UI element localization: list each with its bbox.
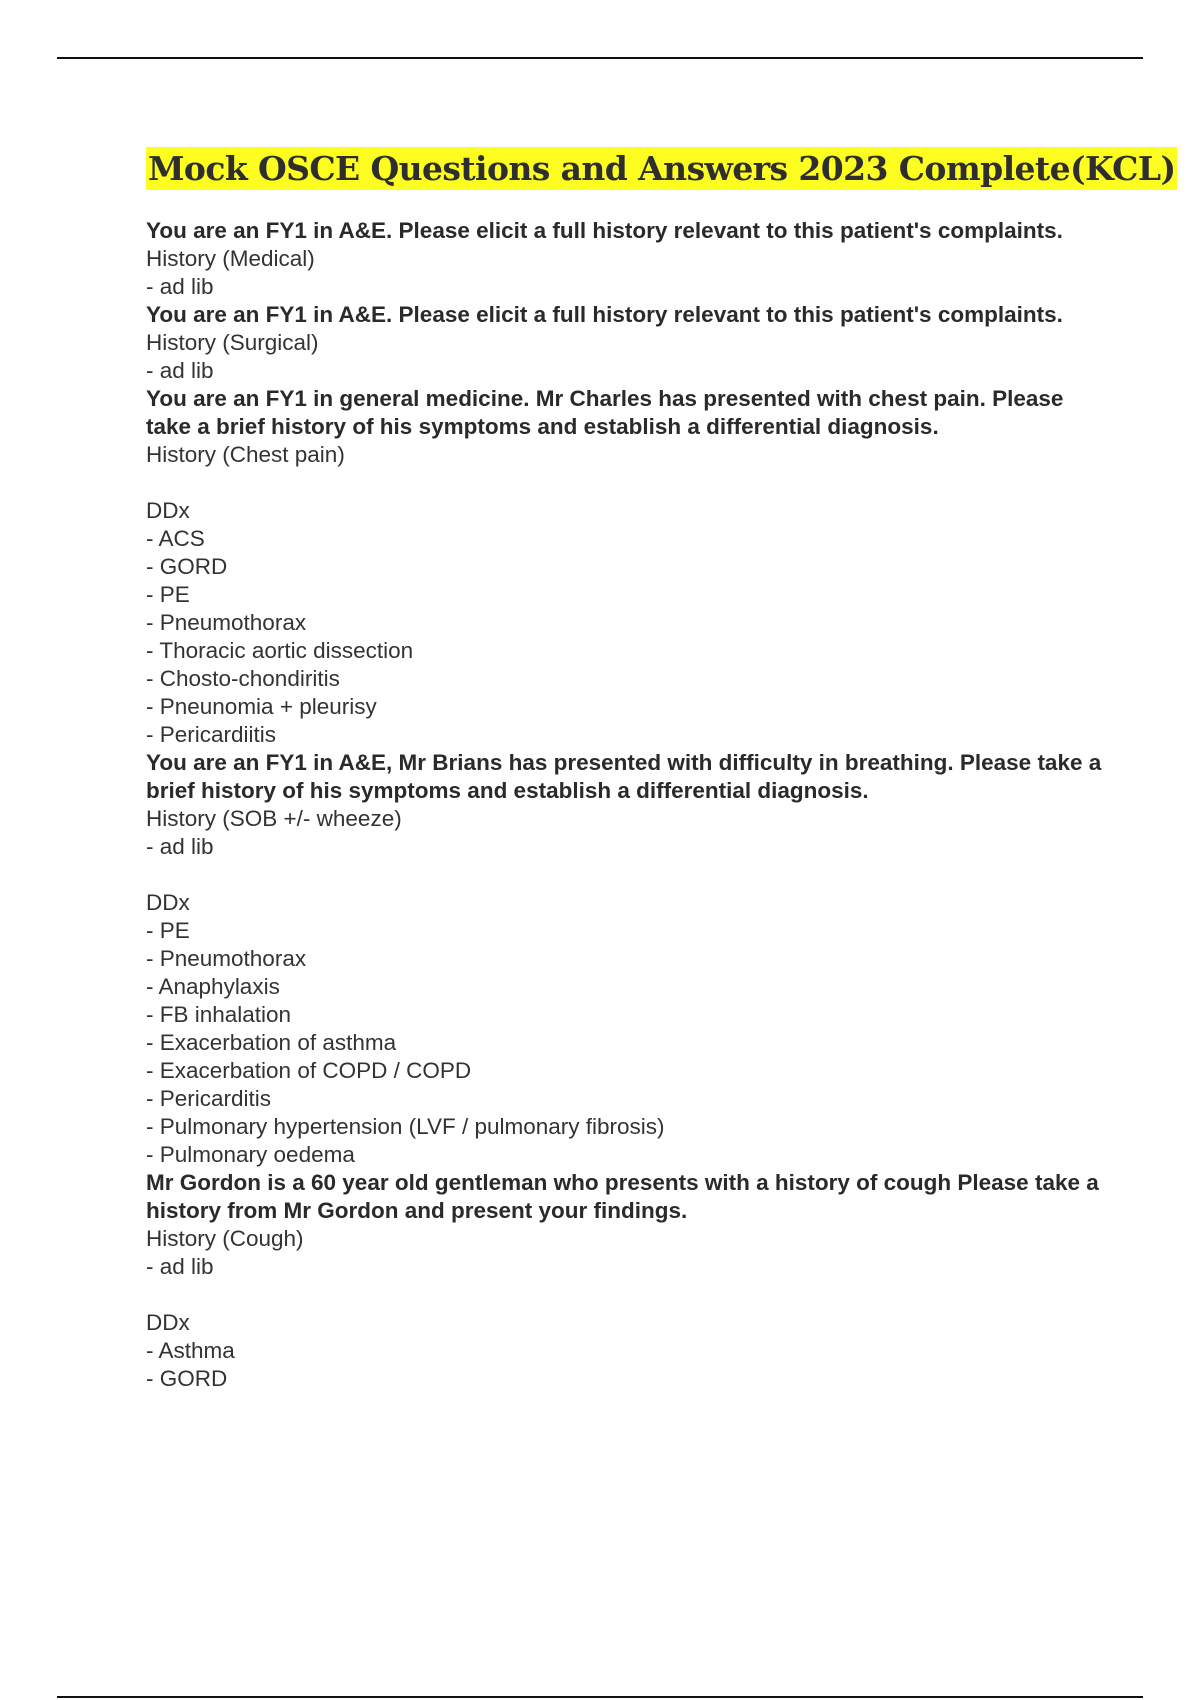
answer-line: - GORD — [146, 1366, 228, 1391]
answer-line: - Pulmonary hypertension (LVF / pulmonary fibrosis) — [146, 1114, 665, 1139]
answer-line: - ad lib — [146, 358, 214, 383]
answer-line: - FB inhalation — [146, 1002, 292, 1027]
answer-line: - Exacerbation of asthma — [146, 1030, 397, 1055]
answer-line: History (Cough) — [146, 1226, 304, 1251]
answer-line: - Chosto-chondiritis — [146, 666, 340, 691]
answer-line: - Thoracic aortic dissection — [146, 638, 414, 663]
answer-line: - Pneumothorax — [146, 946, 307, 971]
document-title: Mock OSCE Questions and Answers 2023 Complete(KCL) — [148, 149, 1176, 188]
title-block — [146, 147, 1177, 190]
answer-line: - Pulmonary oedema — [146, 1142, 355, 1167]
question-text: Mr Gordon is a 60 year old gentleman who presents with a history of cough Please take a history from Mr Gordon and present your findings. — [146, 1170, 1099, 1223]
answer-line: - PE — [146, 918, 190, 943]
question-text: You are an FY1 in A&E. Please elicit a full history relevant to this patient's complaints. — [146, 218, 1063, 243]
blank-line — [146, 861, 1106, 889]
answer-line: - Anaphylaxis — [146, 974, 280, 999]
answer-line: History (Surgical) — [146, 330, 319, 355]
answer-line: - PE — [146, 582, 190, 607]
document-body — [146, 217, 1106, 1393]
answer-line: - Pneumothorax — [146, 610, 307, 635]
answer-line: - ACS — [146, 526, 205, 551]
answer-line: History (Medical) — [146, 246, 315, 271]
answer-line: - Pericarditis — [146, 1086, 272, 1111]
answer-line: DDx — [146, 498, 190, 523]
blank-line — [146, 1281, 1106, 1309]
answer-line: - ad lib — [146, 1254, 214, 1279]
answer-line: - Pericardiitis — [146, 722, 277, 747]
answer-line: - ad lib — [146, 834, 214, 859]
answer-line: - Pneunomia + pleurisy — [146, 694, 377, 719]
blank-line — [146, 469, 1106, 497]
question-text: You are an FY1 in general medicine. Mr Charles has presented with chest pain. Please take a brief history of his symptoms and establish a differential diagnosis. — [146, 386, 1064, 439]
bottom-rule — [57, 1696, 1143, 1698]
question-text: You are an FY1 in A&E. Please elicit a full history relevant to this patient's complaints. — [146, 302, 1063, 327]
answer-line: - Exacerbation of COPD / COPD — [146, 1058, 472, 1083]
answer-line: DDx — [146, 890, 190, 915]
question-text: You are an FY1 in A&E, Mr Brians has presented with difficulty in breathing. Please take a brief history of his symptoms and establish a differential diagnosis. — [146, 750, 1102, 803]
answer-line: History (SOB +/- wheeze) — [146, 806, 402, 831]
answer-line: - GORD — [146, 554, 228, 579]
answer-line: - ad lib — [146, 274, 214, 299]
answer-line: - Asthma — [146, 1338, 235, 1363]
top-rule — [57, 57, 1143, 59]
answer-line: DDx — [146, 1310, 190, 1335]
answer-line: History (Chest pain) — [146, 442, 345, 467]
